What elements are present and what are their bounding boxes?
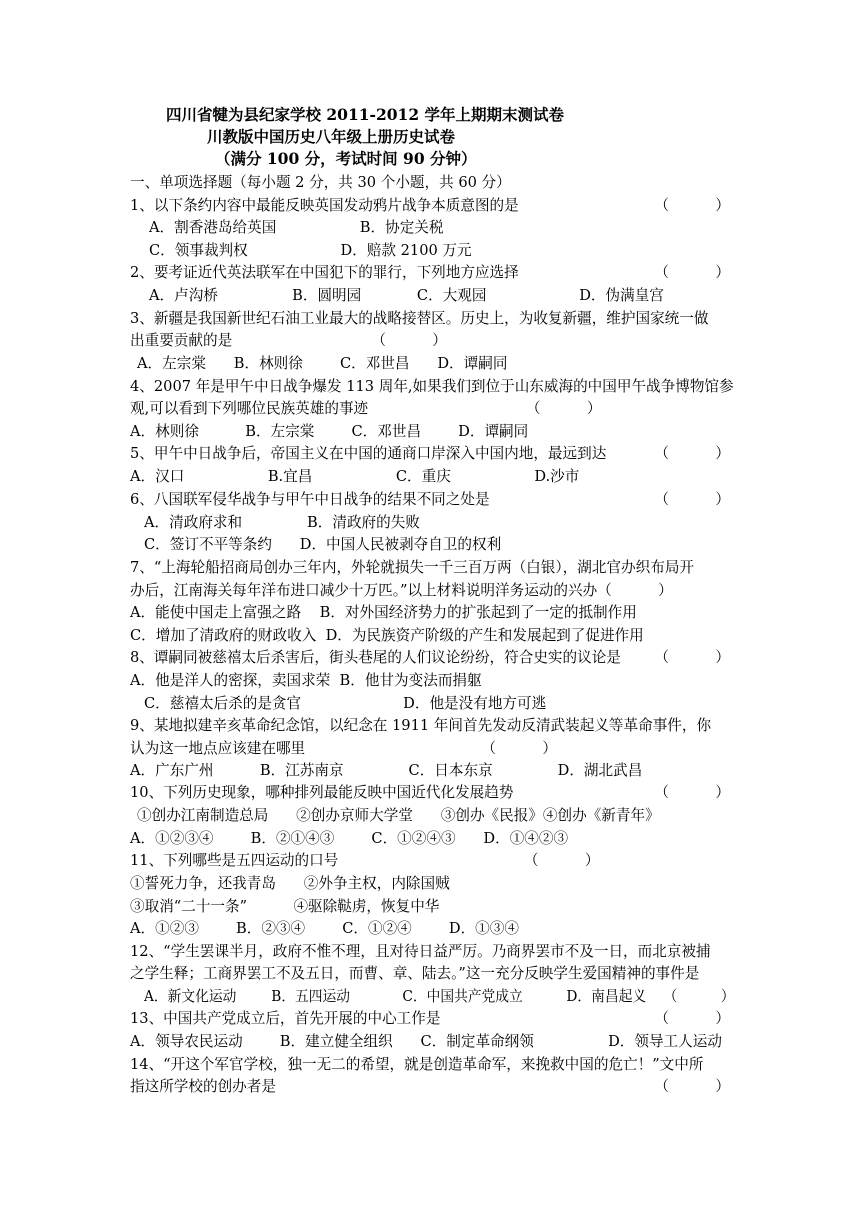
question-10-options: A．①②③④ B．②①④③ C．①②④③ D．①④②③ bbox=[130, 830, 569, 847]
exam-subtitle: 川教版中国历史八年级上册历史试卷 bbox=[207, 127, 456, 146]
question-7-stem: 7、“上海轮船招商局创办三年内，外轮就损失一千三百万两（白银），湖北官办织布局开 bbox=[130, 559, 695, 576]
question-1-options: A．割香港岛给英国 B．协定关税 bbox=[149, 219, 444, 236]
answer-blank: （ ） bbox=[654, 197, 730, 214]
question-2-options: A．卢沟桥 B．圆明园 C．大观园 D．伪满皇宫 bbox=[149, 287, 664, 304]
question-1-stem: 1、以下条约内容中最能反映英国发动鸦片战争本质意图的是 bbox=[130, 197, 519, 214]
question-13-stem: 13、中国共产党成立后，首先开展的中心工作是 bbox=[130, 1010, 441, 1027]
question-14-stem: 14、“开这个军官学校，独一无二的希望，就是创造革命军，来挽救中国的危亡！”文中所 bbox=[130, 1056, 704, 1073]
question-6-stem: 6、八国联军侵华战争与甲午中日战争的结果不同之处是 bbox=[130, 491, 490, 508]
question-1-options: C．领事裁判权 D．赔款 2100 万元 bbox=[149, 242, 472, 259]
question-8-options: C．慈禧太后杀的是贪官 D．他是没有地方可逃 bbox=[144, 695, 547, 712]
question-4-stem: 观,可以看到下列哪位民族英雄的事迹 （ ） bbox=[130, 400, 602, 417]
question-3-stem: 出重要贡献的是 （ ） bbox=[130, 332, 447, 349]
question-8-options: A．他是洋人的密探，卖国求荣 B．他甘为变法而捐躯 bbox=[130, 672, 482, 689]
question-4-stem: 4、2007 年是甲午中日战争爆发 113 周年,如果我们到位于山东威海的中国甲午战争博物馆参 bbox=[130, 378, 734, 395]
question-2-stem: 2、要考证近代英法联军在中国犯下的罪行，下列地方应选择 bbox=[130, 264, 519, 281]
question-5-stem: 5、甲午中日战争后，帝国主义在中国的通商口岸深入中国内地，最远到达 bbox=[130, 445, 607, 462]
question-7-stem: 办后，江南海关每年洋布进口减少十万匹。”以上材料说明洋务运动的兴办（ ） bbox=[130, 582, 673, 599]
question-9-stem: 9、某地拟建辛亥革命纪念馆，以纪念在 1911 年间首先发动反清武装起义等革命事件，你 bbox=[130, 717, 712, 734]
answer-blank: （ ） bbox=[654, 491, 730, 508]
answer-blank: （ ） bbox=[654, 1078, 730, 1095]
question-7-options: A．能使中国走上富强之路 B．对外国经济势力的扩张起到了一定的抵制作用 bbox=[130, 604, 637, 621]
question-9-options: A．广东广州 B．江苏南京 C．日本东京 D．湖北武昌 bbox=[130, 762, 643, 779]
question-7-options: C．增加了清政府的财政收入 D．为民族资产阶级的产生和发展起到了促进作用 bbox=[130, 627, 644, 644]
question-11-options: A．①②③ B．②③④ C．①②④ D．①③④ bbox=[130, 920, 519, 937]
question-11-items: ①誓死力争，还我青岛 ②外争主权，内除国贼 bbox=[130, 875, 450, 892]
question-12-stem: 之学生释；工商界罢工不及五日，而曹、章、陆去。”这一充分反映学生爱国精神的事件是 bbox=[130, 965, 700, 982]
question-6-options: A．清政府求和 B．清政府的失败 bbox=[144, 514, 420, 531]
section-heading: 一、单项选择题（每小题 2 分，共 30 个小题，共 60 分） bbox=[130, 174, 511, 191]
question-3-stem: 3、新疆是我国新世纪石油工业最大的战略接替区。历史上，为收复新疆，维护国家统一做 bbox=[130, 310, 709, 327]
question-4-options: A．林则徐 B．左宗棠 C．邓世昌 D．谭嗣同 bbox=[130, 423, 529, 440]
question-5-options: A．汉口 B.宜昌 C．重庆 D.沙市 bbox=[130, 468, 580, 485]
question-9-stem: 认为这一地点应该建在哪里 （ ） bbox=[130, 740, 557, 757]
question-10-items: ①创办江南制造总局 ②创办京师大学堂 ③创办《民报》④创办《新青年》 bbox=[137, 807, 660, 824]
question-8-stem: 8、谭嗣同被慈禧太后杀害后，街头巷尾的人们议论纷纷，符合史实的议论是 bbox=[130, 649, 621, 666]
answer-blank: （ ） bbox=[654, 784, 730, 801]
exam-title: 四川省犍为县纪家学校 2011-2012 学年上期期末测试卷 bbox=[166, 105, 565, 124]
answer-blank: （ ） bbox=[654, 1010, 730, 1027]
question-11-stem: 11、下列哪些是五四运动的口号 （ ） bbox=[130, 852, 600, 869]
question-12-stem: 12、“学生罢课半月，政府不惟不理，且对待日益严厉。乃商界罢市不及一日，而北京被捕 bbox=[130, 943, 711, 960]
question-10-stem: 10、下列历史现象，哪种排列最能反映中国近代化发展趋势 bbox=[130, 784, 514, 801]
question-6-options: C．签订不平等条约 D．中国人民被剥夺自卫的权利 bbox=[144, 536, 502, 553]
answer-blank: （ ） bbox=[654, 445, 730, 462]
answer-blank: （ ） bbox=[654, 264, 730, 281]
answer-blank: （ ） bbox=[654, 649, 730, 666]
question-13-options: A．领导农民运动 B．建立健全组织 C．制定革命纲领 D．领导工人运动 bbox=[130, 1033, 722, 1050]
question-11-items: ③取消“二十一条” ④驱除鞑虏，恢复中华 bbox=[130, 898, 440, 915]
question-3-options: A．左宗棠 B．林则徐 C．邓世昌 D．谭嗣同 bbox=[137, 355, 508, 372]
question-12-options: A．新文化运动 B．五四运动 C．中国共产党成立 D．南昌起义 （ ） bbox=[144, 988, 735, 1005]
question-14-stem: 指这所学校的创办者是 bbox=[130, 1078, 276, 1095]
exam-info: （满分 100 分，考试时间 90 分钟） bbox=[215, 149, 477, 168]
